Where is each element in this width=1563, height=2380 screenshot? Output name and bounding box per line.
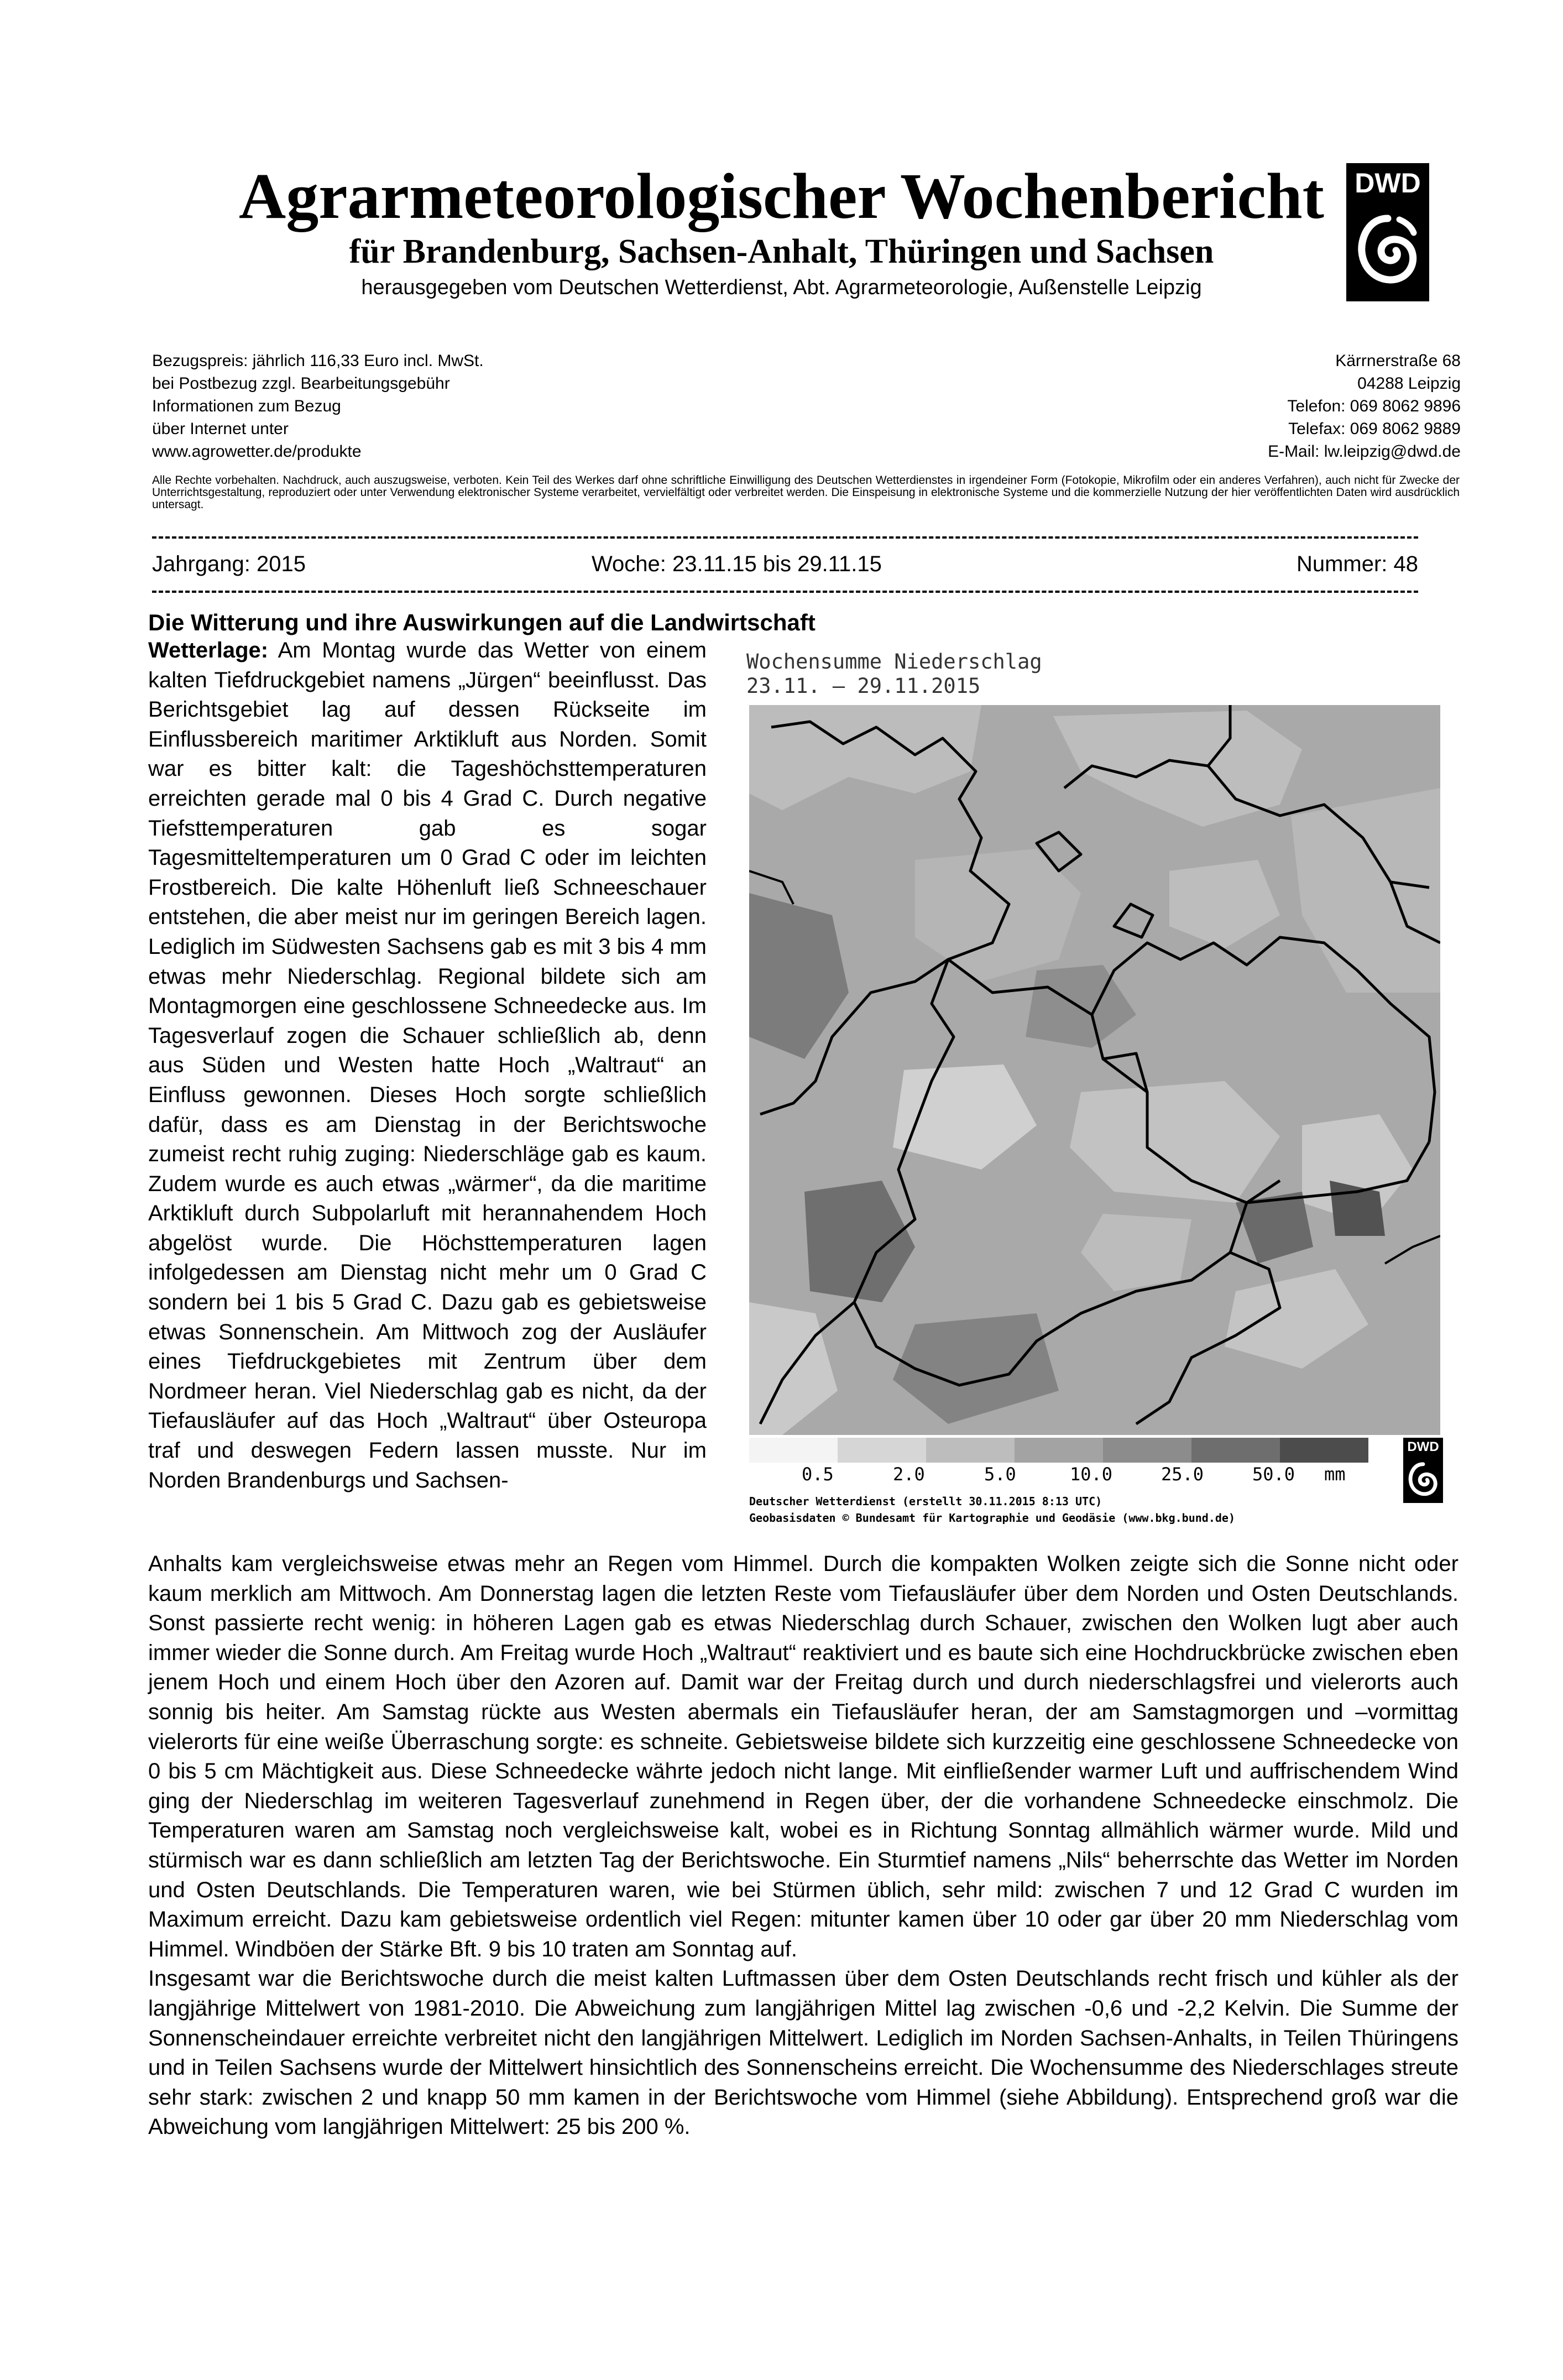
- dwd-swirl-icon: [1356, 212, 1419, 289]
- article-full-text: [148, 1549, 1459, 2142]
- contact-street: Kärrnerstraße 68: [1335, 352, 1461, 370]
- subscription-info: [152, 349, 484, 463]
- map-title-line: Wochensumme Niederschlag: [746, 650, 1042, 674]
- legend-label: 0.5: [802, 1464, 834, 1485]
- legend-swatch: [838, 1438, 926, 1463]
- page-title: Agrarmeteorologischer Wochenbericht: [239, 160, 1324, 232]
- contact-city: 04288 Leipzig: [1357, 374, 1461, 393]
- section-title: Die Witterung und ihre Auswirkungen auf die Landwirtschaft: [148, 609, 816, 635]
- subscription-line: Bezugspreis: jährlich 116,33 Euro incl. MwSt.: [152, 352, 484, 370]
- contact-email[interactable]: E-Mail: lw.leipzig@dwd.de: [1268, 442, 1461, 461]
- issue-row: [152, 550, 1418, 578]
- map-dwd-logo: [1403, 1438, 1443, 1503]
- legend-label: 50.0: [1252, 1464, 1295, 1485]
- map-legend-bar: [749, 1438, 1368, 1463]
- legend-label: 10.0: [1070, 1464, 1113, 1485]
- article-paragraph: Anhalts kam vergleichsweise etwas mehr an Regen vom Himmel. Durch die kompakten Wolken zeigte sich die Sonne nicht oder kaum merklich am Mittwoch. Am Donnerstag lagen die letzten Reste vom Tiefausläufer über dem Norden und Osten Deutschlands. Sonst passierte recht wenig: in höheren Lagen gab es etwas Niederschlag durch Schauer, zwischen den Wolken lugt aber auch immer wieder die Sonne durch. Am Freitag wurde Hoch „Waltraut“ reaktiviert und es baute sich eine Hochdruckbrücke zwischen eben jenem Hoch und einem Hoch über den Azoren auf. Damit war der Freitag durch und durch niederschlagsfrei und vielerorts auch sonnig bis heiter. Am Samstag rückte aus Westen abermals ein Tiefausläufer heran, der am Samstagmorgen und –vormittag vielerorts für eine weiße Überraschung sorgte: es schneite. Gebietsweise bildete sich kurzzeitig eine geschlossene Schneedecke von 0 bis 5 cm Mächtigkeit aus. Diese Schneedecke währte jedoch nicht lange. Mit einfließender warmer Luft und auffrischendem Wind ging der Niederschlag im weiteren Tagesverlauf zunehmend in Regen über, der die vorhandene Schneedecke einschmolz. Die Temperaturen waren am Samstag noch vergleichsweise kalt, wobei es in Richtung Sonntag allmählich wärmer wurde. Mild und stürmisch war es dann schließlich am letzten Tag der Berichtswoche. Ein Sturmtief namens „Nils“ beherrschte das Wetter im Norden und Osten Deutschlands. Die Temperaturen waren, wie bei Stürmen üblich, sehr mild: zwischen 7 und 12 Grad C wurden im Maximum erreicht. Dazu kam gebietsweise ordentlich viel Regen: mitunter kamen über 10 oder gar über 20 mm Niederschlag vom Himmel. Windböen der Stärke Bft. 9 bis 10 traten am Sonntag auf.: [148, 1552, 1459, 1961]
- legend-label: 25.0: [1161, 1464, 1204, 1485]
- divider-top: [152, 536, 1418, 539]
- map-credit-line: Deutscher Wetterdienst (erstellt 30.11.2015 8:13 UTC): [749, 1495, 1102, 1508]
- issue-year: Jahrgang: 2015: [152, 552, 306, 576]
- map-dwd-logo-text: DWD: [1407, 1439, 1439, 1454]
- subscription-line: über Internet unter: [152, 420, 289, 438]
- issue-number: Nummer: 48: [1296, 552, 1418, 576]
- legend-swatch: [1191, 1438, 1280, 1463]
- issue-week: Woche: 23.11.15 bis 29.11.15: [592, 552, 882, 576]
- subscription-line: Informationen zum Bezug: [152, 397, 341, 415]
- dwd-swirl-icon: [1408, 1461, 1439, 1499]
- map-title: [746, 650, 1042, 698]
- legend-swatch: [926, 1438, 1015, 1463]
- lead-label: Wetterlage:: [148, 638, 269, 662]
- map-date-range: 23.11. – 29.11.2015: [746, 674, 981, 698]
- article-column-text: [148, 636, 707, 1495]
- legend-label: 2.0: [893, 1464, 925, 1485]
- article-paragraph: Insgesamt war die Berichtswoche durch die meist kalten Luftmassen über dem Osten Deutschlands recht frisch und kühler als der langjährige Mittelwert von 1981-2010. Die Abweichung zum langjährigen Mittel lag zwischen -0,6 und -2,2 Kelvin. Die Summe der Sonnenscheindauer erreichte verbreitet nicht den langjährigen Mittelwert. Lediglich im Norden Sachsen-Anhalts, in Teilen Thüringens und in Teilen Sachsens wurde der Mittelwert hinsichtlich des Sonnenscheins erreicht. Die Wochensumme des Niederschlages streute sehr stark: zwischen 2 und knapp 50 mm kamen in der Berichtswoche vom Himmel (siehe Abbildung). Entsprechend groß war die Abweichung vom langjährigen Mittelwert: 25 bis 200 %.: [148, 1966, 1459, 2139]
- map-credit: [749, 1493, 1235, 1526]
- legend-swatch: [749, 1438, 838, 1463]
- contact-info: [1268, 349, 1461, 463]
- precipitation-map-figure: [741, 647, 1449, 1532]
- publisher-line: herausgegeben vom Deutschen Wetterdienst, Abt. Agrarmeteorologie, Außenstelle Leipzig: [361, 276, 1202, 299]
- legend-label: 5.0: [984, 1464, 1016, 1485]
- precipitation-map: [749, 705, 1440, 1435]
- legend-swatch: [1103, 1438, 1191, 1463]
- legend-swatch: [1280, 1438, 1368, 1463]
- legend-swatch: [1015, 1438, 1103, 1463]
- map-legend-labels: [749, 1463, 1368, 1488]
- divider-bottom: [152, 591, 1418, 593]
- page-subtitle: für Brandenburg, Sachsen-Anhalt, Thüringen und Sachsen: [349, 233, 1214, 270]
- subscription-url[interactable]: www.agrowetter.de/produkte: [152, 442, 362, 461]
- dwd-logo: [1346, 163, 1429, 301]
- column-body: Am Montag wurde das Wetter von einem kalten Tiefdruckgebiet namens „Jürgen“ beeinflusst. Das Berichtsgebiet lag auf dessen Rückseite im Einflussbereich maritimer Arktikluft aus Norden. Somit war es bitter kalt: die Tageshöchsttemperaturen erreichten gerade mal 0 bis 4 Grad C. Durch negative Tiefsttemperaturen gab es sogar Tagesmitteltemperaturen um 0 Grad C oder im leichten Frostbereich. Die kalte Höhenluft ließ Schneeschauer entstehen, die aber meist nur im geringen Bereich lagen. Lediglich im Südwesten Sachsens gab es mit 3 bis 4 mm etwas mehr Niederschlag. Regional bildete sich am Montagmorgen eine geschlossene Schneedecke aus. Im Tagesverlauf zogen die Schauer schließlich ab, denn aus Süden und Westen hatte Hoch „Waltraut“ an Einfluss gewonnen. Dieses Hoch sorgte schließlich dafür, dass es am Dienstag in der Berichtswoche zumeist recht ruhig zuging: Niederschläge gab es kaum. Zudem wurde es auch etwas „wärmer“, da die maritime Arktikluft durch Subpolarluft mit herannahendem Hoch abgelöst wurde. Die Höchsttemperaturen lagen infolgedessen am Dienstag nicht mehr um 0 Grad C sondern bei 1 bis 5 Grad C. Dazu gab es gebietsweise etwas Sonnenschein. Am Mittwoch zog der Ausläufer eines Tiefdruckgebietes mit Zentrum über dem Nordmeer heran. Viel Niederschlag gab es nicht, da der Tiefausläufer auf das Hoch „Waltraut“ über Osteuropa traf und deswegen Federn lassen musste. Nur im Norden Brandenburgs und Sachsen-: [148, 638, 707, 1492]
- map-credit-line: Geobasisdaten © Bundesamt für Kartographie und Geodäsie (www.bkg.bund.de): [749, 1511, 1235, 1525]
- legend-unit: mm: [1324, 1464, 1346, 1485]
- subscription-line: bei Postbezug zzgl. Bearbeitungsgebühr: [152, 374, 450, 393]
- dwd-logo-text: DWD: [1355, 168, 1421, 199]
- contact-fax: Telefax: 069 8062 9889: [1288, 420, 1461, 438]
- copyright-notice: Alle Rechte vorbehalten. Nachdruck, auch auszugsweise, verboten. Kein Teil des Werkes darf ohne schriftliche Einwilligung des Deutschen Wetterdienstes in irgendeiner Form (Fotokopie, Mikrofilm oder ein anderes Verfahren), auch nicht für Zwecke der Unterrichtsgestaltung, reproduziert oder unter Verwendung elektronischer Systeme verarbeitet, vervielfältigt oder verbreitet werden. Die Einspeisung in elektronische Systeme und die kommerzielle Nutzung der hier veröffentlichten Daten wird ausdrücklich untersagt.: [152, 474, 1460, 511]
- contact-phone: Telefon: 069 8062 9896: [1287, 397, 1461, 415]
